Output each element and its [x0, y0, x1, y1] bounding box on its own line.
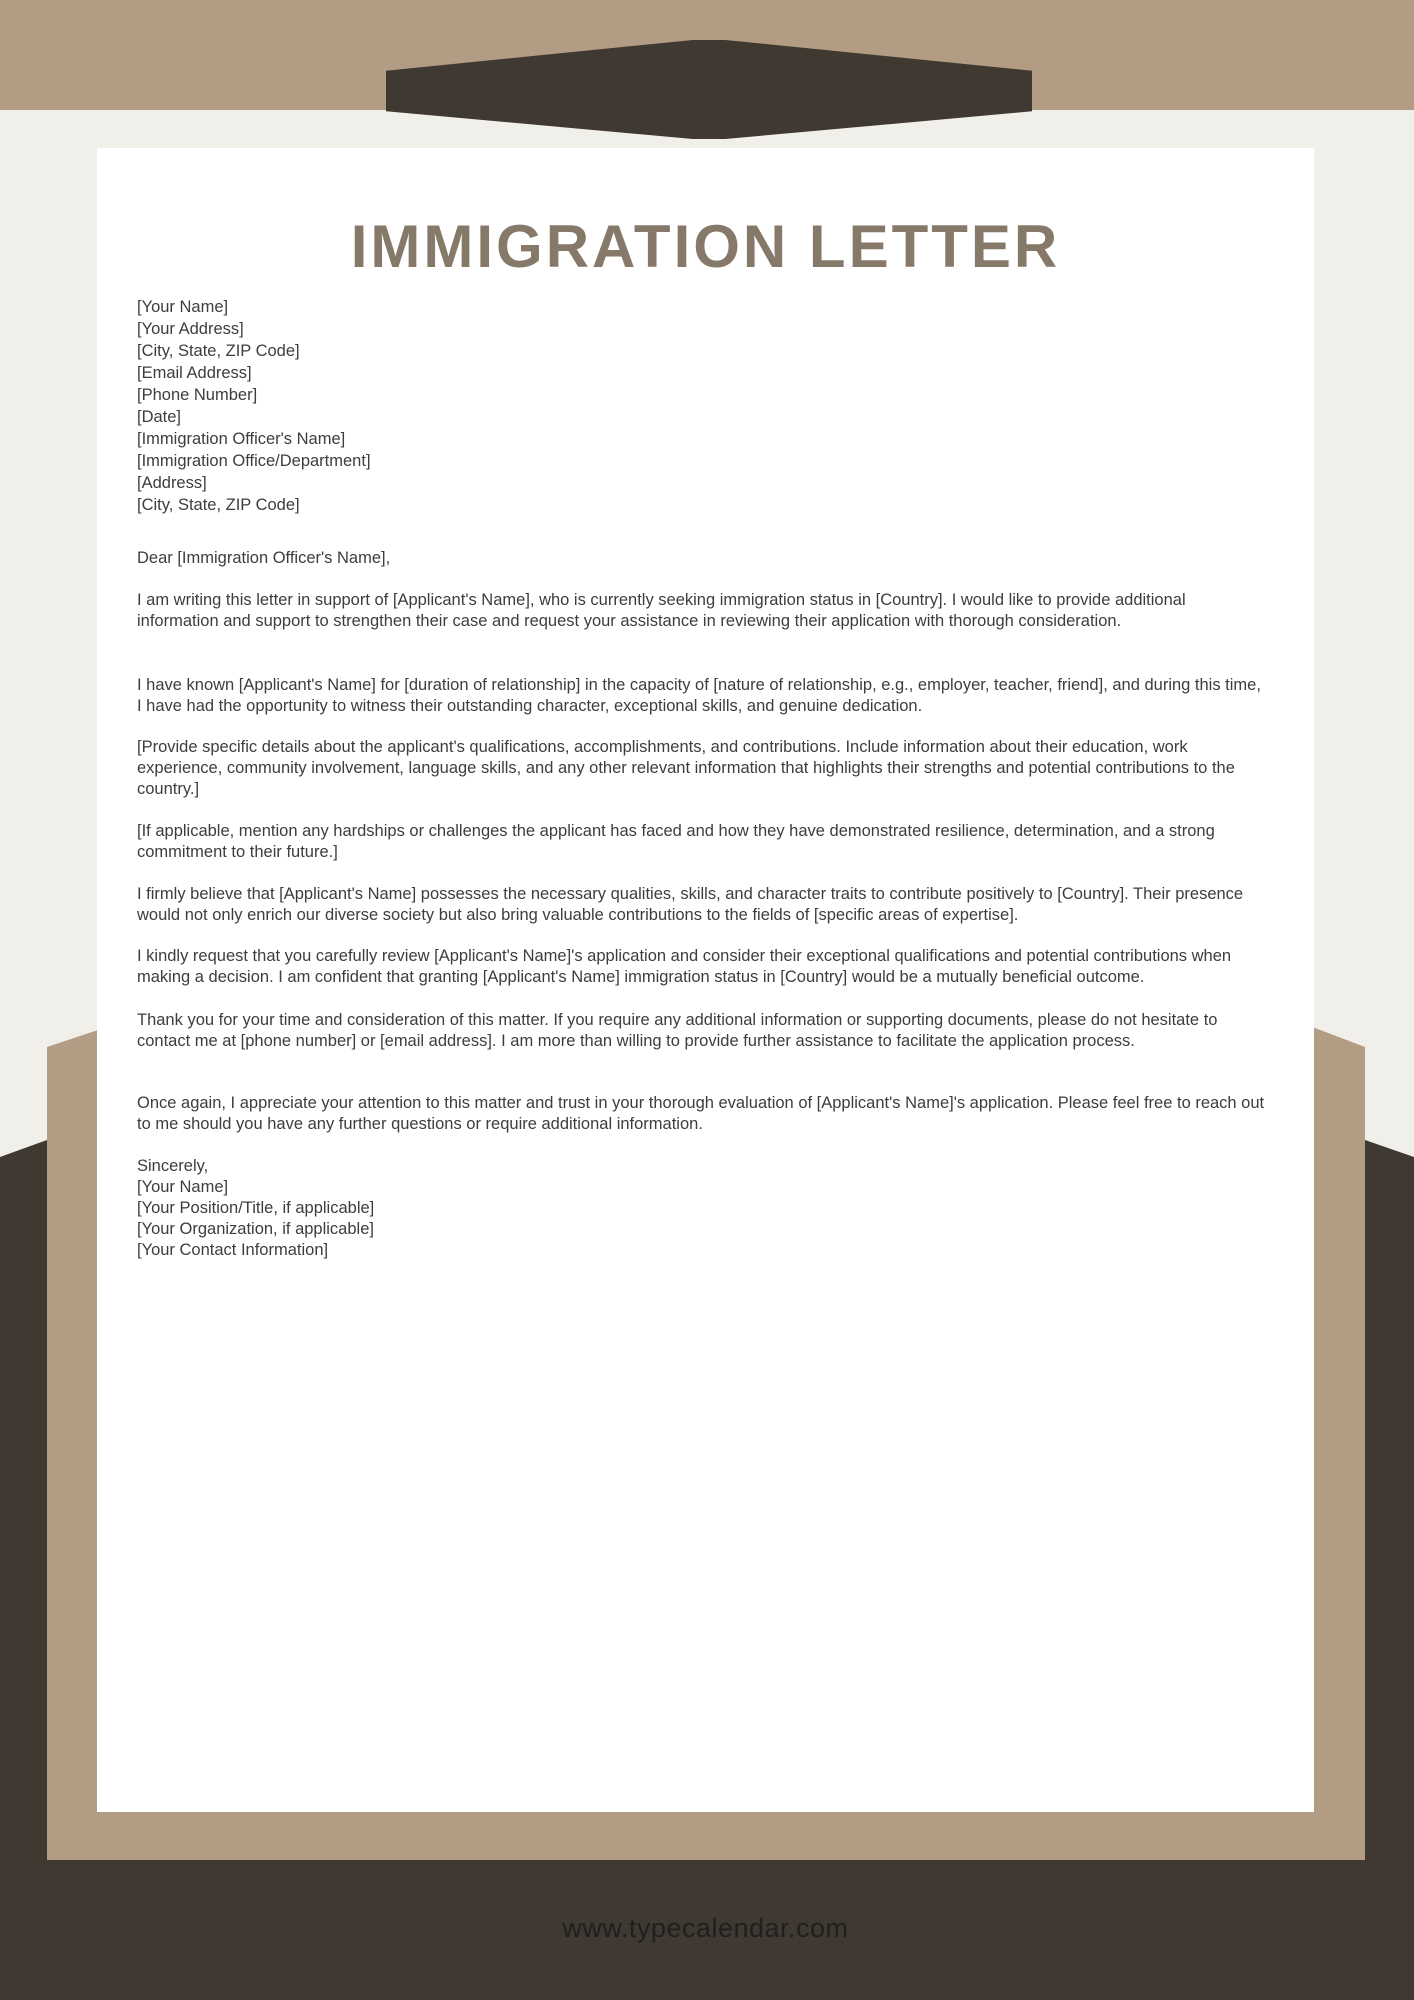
- closing-line: [Your Name]: [137, 1178, 229, 1196]
- sender-line: [Email Address]: [137, 364, 252, 382]
- letter-paragraph: [If applicable, mention any hardships or challenges the applicant has faced and how they have demonstrated resilience, determination, and a strong commitment to their future.]: [137, 822, 1215, 861]
- letter-sheet: [97, 148, 1314, 1943]
- recipient-line: [Immigration Office/Department]: [137, 452, 371, 470]
- website-footer: www.typecalendar.com: [562, 1913, 849, 1943]
- sender-line: [Date]: [137, 408, 182, 426]
- closing-line: Sincerely,: [137, 1157, 209, 1175]
- sender-line: [City, State, ZIP Code]: [137, 342, 300, 360]
- closing-block: [137, 1156, 1267, 1261]
- letter-paragraph: I kindly request that you carefully review [Applicant's Name]'s application and consider their exceptional qualifications and potential contributions when making a decision. I am confident that granting [Applicant's Name] immigration status in [Country] would be a mutually beneficial outcome.: [137, 947, 1232, 986]
- page-title: IMMIGRATION LETTER: [350, 213, 1061, 280]
- sender-line: [Your Address]: [137, 320, 244, 338]
- closing-line: [Your Organization, if applicable]: [137, 1220, 374, 1238]
- letter-paragraph: Thank you for your time and consideration of this matter. If you require any additional information or supporting documents, please do not hesitate to contact me at [phone number] or [email address]. I am more than willing to provide further assistance to facilitate the application process.: [137, 1011, 1218, 1050]
- recipient-line: [City, State, ZIP Code]: [137, 496, 300, 514]
- recipient-line: [Address]: [137, 474, 207, 492]
- sender-line: [Your Name]: [137, 298, 229, 316]
- recipient-line: [Immigration Officer's Name]: [137, 430, 346, 448]
- closing-line: [Your Contact Information]: [137, 1241, 329, 1259]
- letter-paragraph: I firmly believe that [Applicant's Name] possesses the necessary qualities, skills, and character traits to contribute positively to [Country]. Their presence would not only enrich our diverse society but also bring valuable contributions to the fields of [specific areas of expertise].: [137, 885, 1244, 924]
- sender-line: [Phone Number]: [137, 386, 258, 404]
- closing-line: [Your Position/Title, if applicable]: [137, 1199, 375, 1217]
- letter-paragraph: I am writing this letter in support of [Applicant's Name], who is currently seeking immigration status in [Country]. I would like to provide additional information and support to strengthen their case and request your assistance in reviewing their application with thorough consideration.: [137, 591, 1186, 630]
- letter-paragraph: [Provide specific details about the applicant's qualifications, accomplishments, and contributions. Include information about their education, work experience, community involvement, language skills, and any other relevant information that highlights their strengths and potential contributions to the country.]: [137, 738, 1235, 798]
- letter-paragraph: I have known [Applicant's Name] for [duration of relationship] in the capacity of [nature of relationship, e.g., employer, teacher, friend], and during this time, I have had the opportunity to witness their outstanding character, exceptional skills, and genuine dedication.: [137, 676, 1261, 715]
- letter-paragraph: Once again, I appreciate your attention to this matter and trust in your thorough evaluation of [Applicant's Name]'s application. Please feel free to reach out to me should you have any further questions or require additional information.: [137, 1094, 1265, 1133]
- sender-address-block: [137, 296, 1267, 516]
- salutation: Dear [Immigration Officer's Name],: [137, 549, 391, 567]
